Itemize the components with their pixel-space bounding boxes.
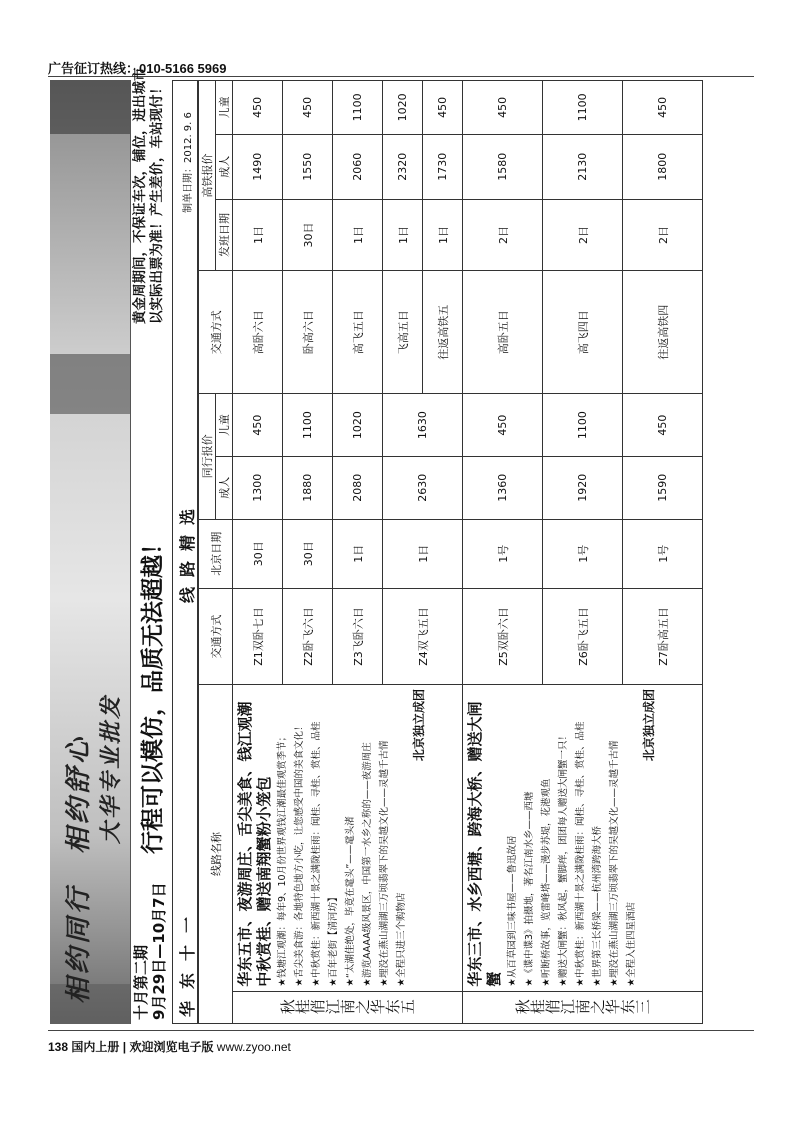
bottom-rule bbox=[48, 1030, 754, 1031]
hs-date-cell: 2日 bbox=[623, 199, 703, 271]
hs-adult-price: 2060 bbox=[333, 134, 383, 199]
footer bbox=[48, 1038, 291, 1055]
hs-date-cell: 2日 bbox=[463, 199, 543, 271]
hs-traffic-cell: 高飞五日 bbox=[333, 271, 383, 394]
date-cell: 30日 bbox=[283, 519, 333, 588]
slogan: 行程可以模仿，品质无法超越！ bbox=[139, 532, 166, 854]
hs-traffic-cell: 往返高铁四 bbox=[623, 271, 703, 394]
group-tag: 北京独立成团 bbox=[412, 689, 426, 762]
section-heading: 线路精选 bbox=[178, 498, 197, 603]
hs-child-price: 450 bbox=[463, 81, 543, 135]
hs-child-price: 1100 bbox=[333, 81, 383, 135]
hs-adult-price: 1730 bbox=[423, 134, 463, 199]
hs-adult-price: 2130 bbox=[543, 134, 623, 199]
hs-child-price: 1020 bbox=[383, 81, 423, 135]
list-item: ★中秋赏桂：新西湖十景之满陇桂雨：闻桂、寻桂、赏桂、品桂 bbox=[575, 721, 586, 987]
list-item: ★埋没在燕山湖湖三万顷翡翠下的吴越文化——灵越千古情 bbox=[609, 740, 620, 987]
promo-line2: 9月29日—10月7日 bbox=[150, 882, 168, 1020]
header bbox=[132, 67, 172, 1024]
col-hs-date: 发班日期 bbox=[216, 199, 233, 271]
hs-child-price: 450 bbox=[233, 81, 283, 135]
list-item: ★钱塘江观潮：每年9、10月份世界观钱江潮最佳观赏季节； bbox=[277, 731, 288, 987]
traffic-cell: Z1双卧七日 bbox=[233, 588, 283, 684]
list-item: ★赠送大闸蟹：秋风起，蟹脚痒，团团每人赠送大闸蟹一只！ bbox=[558, 731, 569, 987]
date-cell: 1号 bbox=[463, 519, 543, 588]
col-hs-child: 儿童 bbox=[216, 81, 233, 135]
hs-child-price: 450 bbox=[423, 81, 463, 135]
traffic-cell: Z7卧高五日 bbox=[623, 588, 703, 684]
hs-traffic-cell: 卧高六日 bbox=[283, 271, 333, 394]
hs-child-price: 450 bbox=[623, 81, 703, 135]
adult-price: 1360 bbox=[463, 456, 543, 519]
route-title: 华东三市、水乡西塘、跨海大桥、赠送大闸蟹 bbox=[466, 701, 503, 987]
hs-date-cell: 1日 bbox=[233, 199, 283, 271]
adult-price: 1300 bbox=[233, 456, 283, 519]
child-price: 1630 bbox=[383, 394, 463, 457]
hs-adult-price: 2320 bbox=[383, 134, 423, 199]
list-item: ★世界第三长桥梁——杭州湾跨海大桥 bbox=[592, 826, 603, 987]
promo-line1: 十月第二期 bbox=[132, 944, 150, 1020]
adult-price: 2630 bbox=[383, 456, 463, 519]
issue-date: 制单日期：2012. 9. 6 bbox=[183, 112, 194, 213]
traffic-cell: Z4双飞五日 bbox=[383, 588, 463, 684]
list-item: ★埋没在燕山湖湖三万顷翡翠下的吴越文化——灵越千古情 bbox=[379, 740, 390, 987]
browse-text: 欢迎浏览电子版 bbox=[129, 1040, 214, 1054]
list-item: ★全程只进三个购物店 bbox=[396, 892, 407, 987]
hs-traffic-cell: 飞高五日 bbox=[383, 271, 423, 394]
hs-child-price: 450 bbox=[283, 81, 333, 135]
col-route: 线路名称 bbox=[199, 685, 233, 1024]
hs-date-cell: 1日 bbox=[333, 199, 383, 271]
route-description bbox=[463, 685, 703, 992]
col-child: 儿童 bbox=[216, 394, 233, 457]
adult-price: 2080 bbox=[333, 456, 383, 519]
hs-traffic-cell: 高卧五日 bbox=[463, 271, 543, 394]
section-region: 华东十一 bbox=[178, 904, 197, 1017]
hs-adult-price: 1800 bbox=[623, 134, 703, 199]
traffic-cell: Z6卧飞五日 bbox=[543, 588, 623, 684]
route-vertical-name: 秋桂俏江南之华东三 bbox=[463, 991, 703, 1023]
hs-adult-price: 1550 bbox=[283, 134, 333, 199]
col-hs-traffic: 交通方式 bbox=[199, 271, 233, 394]
crane-decoration bbox=[50, 354, 130, 414]
adult-price: 1920 bbox=[543, 456, 623, 519]
promo-period bbox=[132, 882, 168, 1020]
route-subtitle: 中秋赏桂、赠送南翔蟹粉小笼包 bbox=[255, 776, 273, 987]
col-hs-price: 高铁报价 bbox=[199, 81, 216, 271]
child-price: 1020 bbox=[333, 394, 383, 457]
list-item: ★听断桥故事，览雷峰塔——漫步苏堤，花港观鱼 bbox=[541, 778, 552, 987]
child-price: 450 bbox=[623, 394, 703, 457]
col-adult: 成人 bbox=[216, 456, 233, 519]
tree-decoration bbox=[50, 80, 130, 134]
list-item: ★中秋赏桂：新西湖十景之满陇桂雨：闻桂、寻桂、赏桂、品桂 bbox=[311, 721, 322, 987]
notice bbox=[132, 68, 166, 325]
adult-price: 1880 bbox=[283, 456, 333, 519]
notice-line2: 以实际出票为准！产生差价，车站现付！ bbox=[149, 81, 165, 324]
traffic-cell: Z2卧飞六日 bbox=[283, 588, 333, 684]
hs-date-cell: 30日 bbox=[283, 199, 333, 271]
notice-line1: 黄金周期间，不保证车次，铺位，进出城市 bbox=[132, 67, 148, 324]
route-title: 华东五市、夜游周庄、舌尖美食、钱江观潮 bbox=[236, 701, 254, 987]
col-bj-date: 北京日期 bbox=[199, 519, 233, 588]
list-item: ★《谍中谍3》拍摄地，著名江南水乡——西塘 bbox=[524, 791, 535, 987]
table-row bbox=[463, 81, 543, 1024]
section-title bbox=[172, 80, 198, 1024]
date-cell: 1日 bbox=[333, 519, 383, 588]
child-price: 450 bbox=[463, 394, 543, 457]
child-price: 1100 bbox=[543, 394, 623, 457]
list-item: ★舌尖美食游：各地特色地方小吃，让您感受中国的美食文化！ bbox=[294, 721, 305, 987]
hs-traffic-cell: 高卧六日 bbox=[233, 271, 283, 394]
route-table bbox=[198, 80, 703, 1024]
date-cell: 1号 bbox=[543, 519, 623, 588]
traffic-cell: Z3飞卧六日 bbox=[333, 588, 383, 684]
hs-date-cell: 1日 bbox=[383, 199, 423, 271]
hs-date-cell: 2日 bbox=[543, 199, 623, 271]
list-item: ★全程入住四星酒店 bbox=[626, 902, 637, 987]
list-item: ★从百草园到三味书屋——鲁迅故居 bbox=[507, 835, 518, 987]
col-traffic: 交通方式 bbox=[199, 588, 233, 684]
route-description bbox=[233, 685, 463, 992]
group-tag: 北京独立成团 bbox=[642, 689, 656, 762]
col-peer-price: 同行报价 bbox=[199, 394, 216, 519]
hs-adult-price: 1580 bbox=[463, 134, 543, 199]
table-row bbox=[233, 81, 283, 1024]
ad-hotline: 广告征订热线：010-5166 5969 bbox=[48, 61, 227, 76]
hs-date-cell: 1日 bbox=[423, 199, 463, 271]
page-number: 138 bbox=[48, 1040, 69, 1054]
footer-separator: | bbox=[122, 1040, 127, 1054]
banner bbox=[50, 80, 131, 1024]
child-price: 450 bbox=[233, 394, 283, 457]
banner-line1: 相约同行 相约舒心 bbox=[64, 733, 94, 1004]
route-vertical-name: 秋桂俏江南之华东五 bbox=[233, 991, 463, 1023]
section-name: 国内上册 bbox=[71, 1040, 120, 1054]
list-item: ★“太湖佳绝处，毕竟在鼋头”——鼋头渚 bbox=[345, 816, 356, 987]
hs-child-price: 1100 bbox=[543, 81, 623, 135]
col-hs-adult: 成人 bbox=[216, 134, 233, 199]
hs-traffic-cell: 往返高铁五 bbox=[423, 271, 463, 394]
date-cell: 1日 bbox=[383, 519, 463, 588]
site-link[interactable]: www.zyoo.net bbox=[216, 1040, 291, 1054]
hs-traffic-cell: 高飞四日 bbox=[543, 271, 623, 394]
adult-price: 1590 bbox=[623, 456, 703, 519]
list-item: ★百年老街【清河坊】 bbox=[328, 892, 339, 987]
date-cell: 1号 bbox=[623, 519, 703, 588]
list-item: ★游览AAAA级风景区，中国第一水乡之称的——夜游周庄 bbox=[362, 742, 373, 987]
date-cell: 30日 bbox=[233, 519, 283, 588]
banner-line2: 大华专业批发 bbox=[98, 693, 124, 844]
hs-adult-price: 1490 bbox=[233, 134, 283, 199]
traffic-cell: Z5双卧六日 bbox=[463, 588, 543, 684]
child-price: 1100 bbox=[283, 394, 333, 457]
